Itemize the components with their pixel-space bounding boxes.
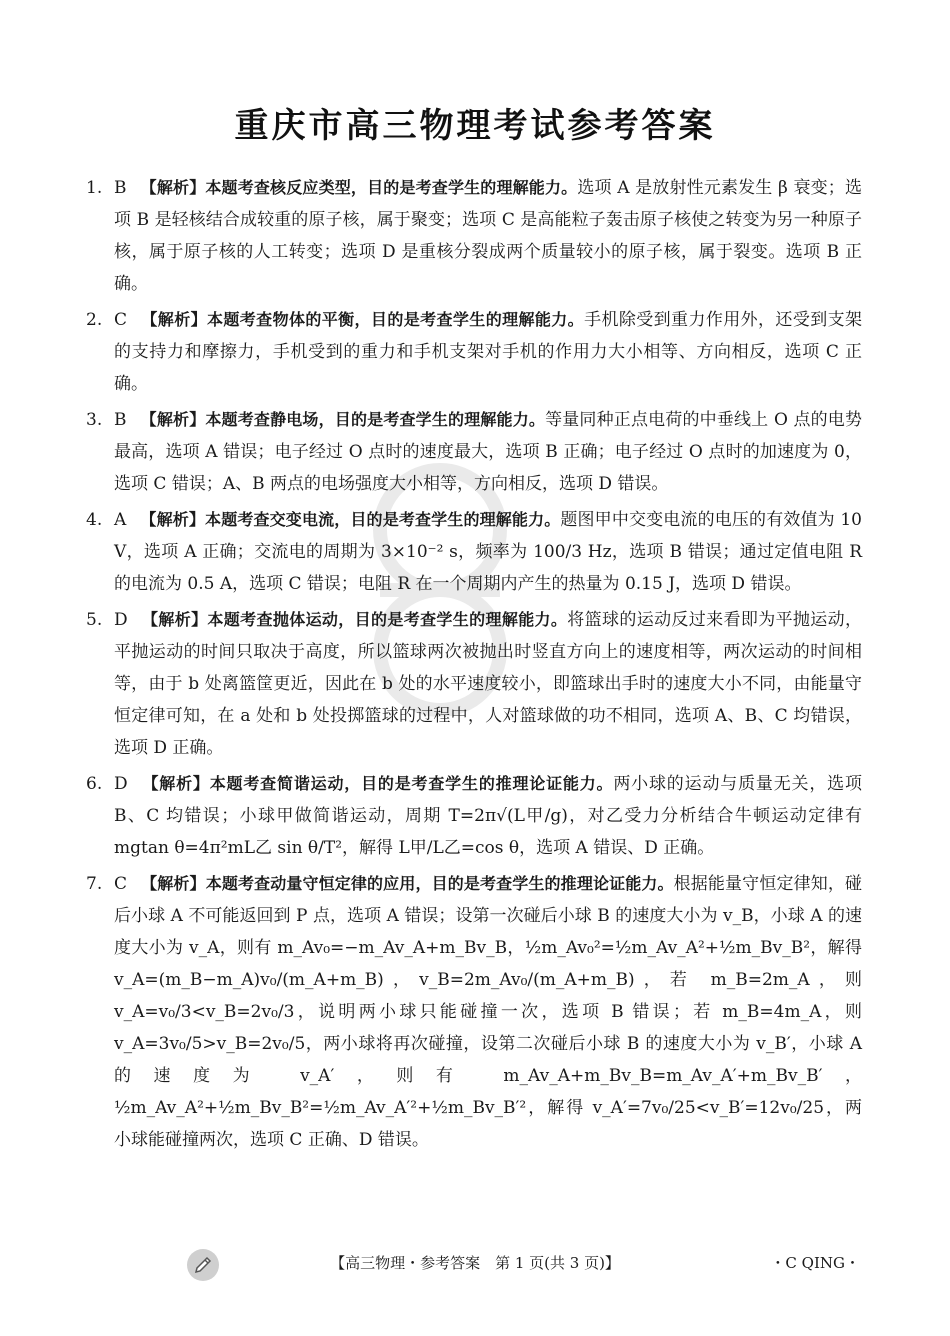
item-tag: 【解析】本题考查物体的平衡，目的是考查学生的理解能力。 [141,310,585,329]
answer-item-3 [86,404,862,500]
item-answer: D [114,774,128,794]
answer-item-5 [86,604,862,764]
answer-item-2 [86,304,862,400]
page-title: 重庆市高三物理考试参考答案 [234,106,716,146]
item-answer: B [114,410,127,430]
item-text: 题图甲中交变电流的电压的有效值为 10 V，选项 A 正确；交流电的周期为 3×10⁻² s，频率为 100/3 Hz，选项 B 错误；通过定值电阻 R 的电流为 0.5 A，选项 C 错误；电阻 R 在一个周期内产生的热量为 0.15 J，选项 D 错误。 [114,510,862,594]
item-number: 1. [86,178,103,198]
item-tag: 【解析】本题考查简谐运动，目的是考查学生的推理论证能力。 [141,774,614,793]
item-text: 将篮球的运动反过来看即为平抛运动，平抛运动的时间只取决于高度，所以篮球两次被抛出时竖直方向上的速度相等，两次运动的时间相等，由于 b 处离篮筐更近，因此在 b 处的水平速度较小，即篮球出手时的速度大小不同，由能量守恒定律可知，在 a 处和 b 处投掷篮球的过程中，人对篮球做的功不相同，选项 A、B、C 均错误，选项 D 正确。 [114,610,862,758]
item-number: 5. [86,610,103,630]
item-tag: 【解析】本题考查静电场，目的是考查学生的理解能力。 [140,410,546,429]
item-answer: D [114,610,128,630]
item-answer: B [114,178,127,198]
item-number: 2. [86,310,103,330]
item-number: 7. [86,874,103,894]
answer-item-7 [86,868,862,1156]
answer-item-1 [86,172,862,300]
footer-code: ・C QING・ [770,1254,860,1272]
item-text: 根据能量守恒定律知，碰后小球 A 不可能返回到 P 点，选项 A 错误；设第一次碰后小球 B 的速度大小为 v_B，小球 A 的速度大小为 v_A，则有 m_Av₀=−m_Av_A+m_Bv_B，½m_Av₀²=½m_Av_A²+½m_Bv_B²，解得 v_A=(m_B−m_A)v₀/(m_A+m_B)，v_B=2m_Av₀/(m_A+m_B)，若 m_B=2m_A，则 v_A=v₀/3<v_B=2v₀/3，说明两小球只能碰撞一次，选项 B 错误；若 m_B=4m_A，则 v_A=3v₀/5>v_B=2v₀/5，两小球将再次碰撞，设第二次碰后小球 B 的速度大小为 v_B′，小球 A 的速度为 v_A′，则有 m_Av_A+m_Bv_B=m_Av_A′+m_Bv_B′，½m_Av_A²+½m_Bv_B²=½m_Av_A′²+½m_Bv_B′²，解得 v_A′=7v₀/25<v_B′=12v₀/25，两小球能碰撞两次，选项 C 正确、D 错误。 [114,874,862,1150]
item-text: 选项 A 是放射性元素发生 β 衰变；选项 B 是轻核结合成较重的原子核，属于聚变；选项 C 是高能粒子轰击原子核使之转变为另一种原子核，属于原子核的人工转变；选项 D 是重核分裂成两个质量较小的原子核，属于裂变。选项 B 正确。 [114,178,862,294]
item-tag: 【解析】本题考查核反应类型，目的是考查学生的理解能力。 [140,178,578,197]
item-answer: A [114,510,127,530]
item-text: 等量同种正点电荷的中垂线上 O 点的电势最高，选项 A 错误；电子经过 O 点时的速度最大，选项 B 正确；电子经过 O 点时的加速度为 0，选项 C 错误；A、B 两点的电场强度大小相等，方向相反，选项 D 错误。 [114,410,862,494]
answer-item-6 [86,768,862,864]
item-tag: 【解析】本题考查动量守恒定律的应用，目的是考查学生的推理论证能力。 [141,874,674,893]
item-number: 3. [86,410,103,430]
answer-item-4 [86,504,862,600]
item-text: 两小球的运动与质量无关，选项 B、C 均错误；小球甲做简谐运动，周期 T=2π√(L甲/g)，对乙受力分析结合牛顿运动定律有 mgtan θ=4π²mL乙 sin θ/T²，解得 L甲/L乙=cos θ，选项 A 错误、D 正确。 [114,774,862,858]
item-answer: C [114,310,128,330]
item-text: 手机除受到重力作用外，还受到支架的支持力和摩擦力，手机受到的重力和手机支架对手机的作用力大小相等、方向相反，选项 C 正确。 [114,310,862,394]
page-footer [0,1248,950,1278]
item-number: 6. [86,774,103,794]
item-tag: 【解析】本题考查抛体运动，目的是考查学生的理解能力。 [141,610,568,629]
answer-list [86,172,862,1160]
item-answer: C [114,874,128,894]
item-tag: 【解析】本题考查交变电流，目的是考查学生的理解能力。 [140,510,561,529]
item-number: 4. [86,510,103,530]
footer-page-info: 【高三物理・参考答案 第 1 页(共 3 页)】 [330,1254,620,1272]
